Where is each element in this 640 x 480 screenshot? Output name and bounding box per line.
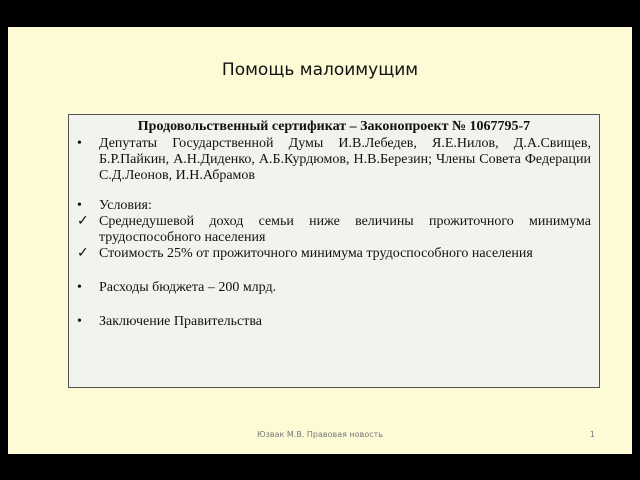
list-item-budget [77,280,591,296]
bullet-icon: • [77,198,82,213]
slide [8,27,632,454]
list-item-text: Среднедушевой доход семьи ниже величины прожиточного минимума трудоспособного населения [99,214,591,245]
list-item-government-conclusion [77,314,591,330]
footer-text: Юзвак М.В. Правовая новость [257,430,383,439]
list-item-text: Заключение Правительства [99,314,262,329]
slide-title: Помощь малоимущим [221,60,419,80]
list-item-cost-condition [77,246,591,262]
bullet-icon: • [77,136,82,151]
list-item-text: Расходы бюджета – 200 млрд. [99,280,277,295]
page-number: 1 [589,430,595,439]
list-item-text: Депутаты Государственной Думы И.В.Лебедев, Я.Е.Нилов, Д.А.Свищев, Б.Р.Пайкин, А.Н.Диденко, А.Б.Курдюмов, Н.В.Березин; Члены Совета Федерации С.Д.Леонов, И.Н.Абрамов [99,136,591,183]
box-heading: Продовольственный сертификат – Законопроект № 1067795-7 [137,119,531,134]
list-item-conditions [77,198,591,214]
content-box [68,114,600,388]
checkmark-icon: ✓ [77,214,89,229]
list-item-text: Условия: [99,198,152,213]
list-item-deputies [77,136,591,184]
list-item-income-condition [77,214,591,246]
bullet-icon: • [77,280,82,295]
list-item-text: Стоимость 25% от прожиточного минимума трудоспособного населения [99,246,533,261]
checkmark-icon: ✓ [77,246,89,261]
bullet-icon: • [77,314,82,329]
